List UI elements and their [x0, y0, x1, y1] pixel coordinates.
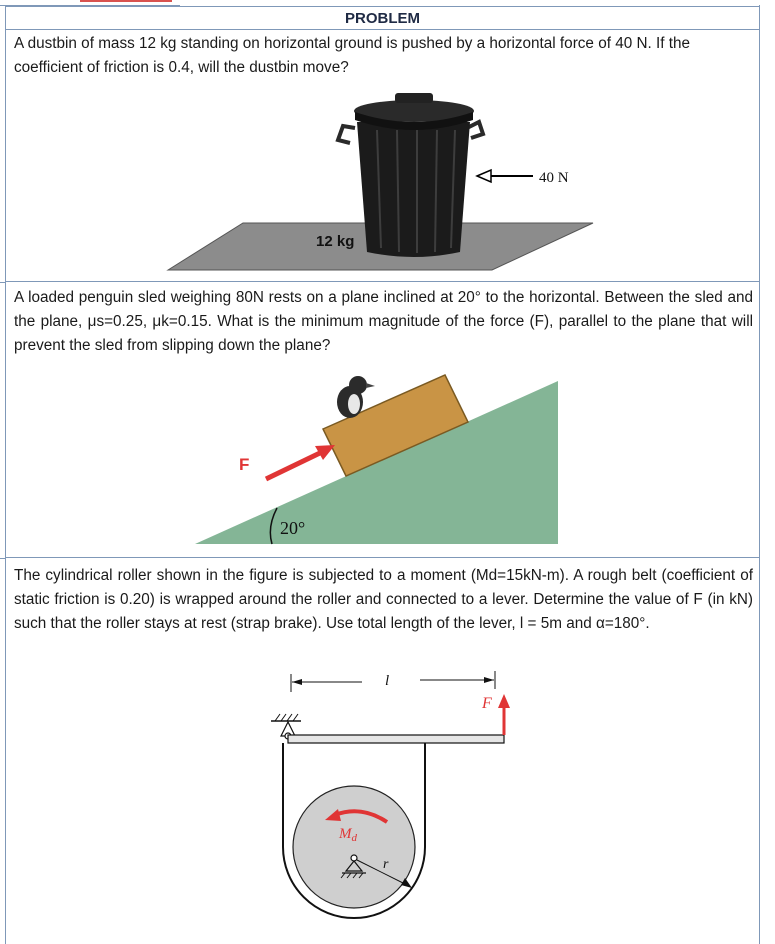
lever-force-label: F: [482, 695, 492, 712]
force-arrow-shaft: [266, 452, 322, 479]
dustbin-figure: [5, 30, 760, 282]
problem-1-section: [5, 30, 760, 282]
angle-label: 20°: [280, 518, 306, 538]
problem-3-section: [5, 558, 760, 944]
dim-arrow-right: [484, 677, 494, 683]
divider-tick-1: [0, 282, 6, 283]
force-label: 40 N: [539, 170, 569, 186]
problem-3-text: The cylindrical roller shown in the figure is subjected to a moment (Md=15kN-m). A rough belt (coefficient of static friction is 0.20) is wrapped around the roller and connected to a lever. Determine the value of F (in kN) such that the roller stays at rest (strap brake). Use total length of the lever, l = 5m and α=180°.: [14, 567, 753, 632]
radius-label: r: [383, 857, 389, 872]
problem-1-text: A dustbin of mass 12 kg standing on horizontal ground is pushed by a horizontal force of 40 N. If the coefficient of friction is 0.4, will the dustbin move?: [14, 35, 691, 76]
force-label: F: [239, 455, 250, 474]
moment-label: $M_d$: [339, 826, 357, 844]
roller: [293, 786, 415, 908]
dim-arrow-left: [292, 679, 302, 685]
strap-brake-figure: [5, 558, 760, 944]
mass-label: 12 kg: [316, 233, 355, 250]
lever-force-head: [498, 694, 510, 708]
top-accent-bar: [80, 0, 172, 2]
problem-2-section: [5, 282, 760, 558]
problem-2-text: A loaded penguin sled weighing 80N rests on a plane inclined at 20° to the horizontal. Between the sled and the plane, μs=0.25, μk=0.15. What is the minimum magnitude of the force (F), parallel to the plane that will prevent the sled from slipping down the plane?: [14, 289, 753, 354]
problem-header: [5, 6, 760, 30]
length-label: l: [385, 673, 390, 689]
sled-figure: [5, 282, 760, 558]
divider-tick-2: [0, 558, 6, 559]
wall-hatch: [275, 714, 298, 721]
lever-bar: [288, 735, 504, 743]
force-arrow-head: [477, 170, 491, 182]
header-title: PROBLEM: [345, 10, 420, 27]
left-handle-icon: [338, 126, 355, 143]
lid-handle-icon: [395, 93, 433, 103]
